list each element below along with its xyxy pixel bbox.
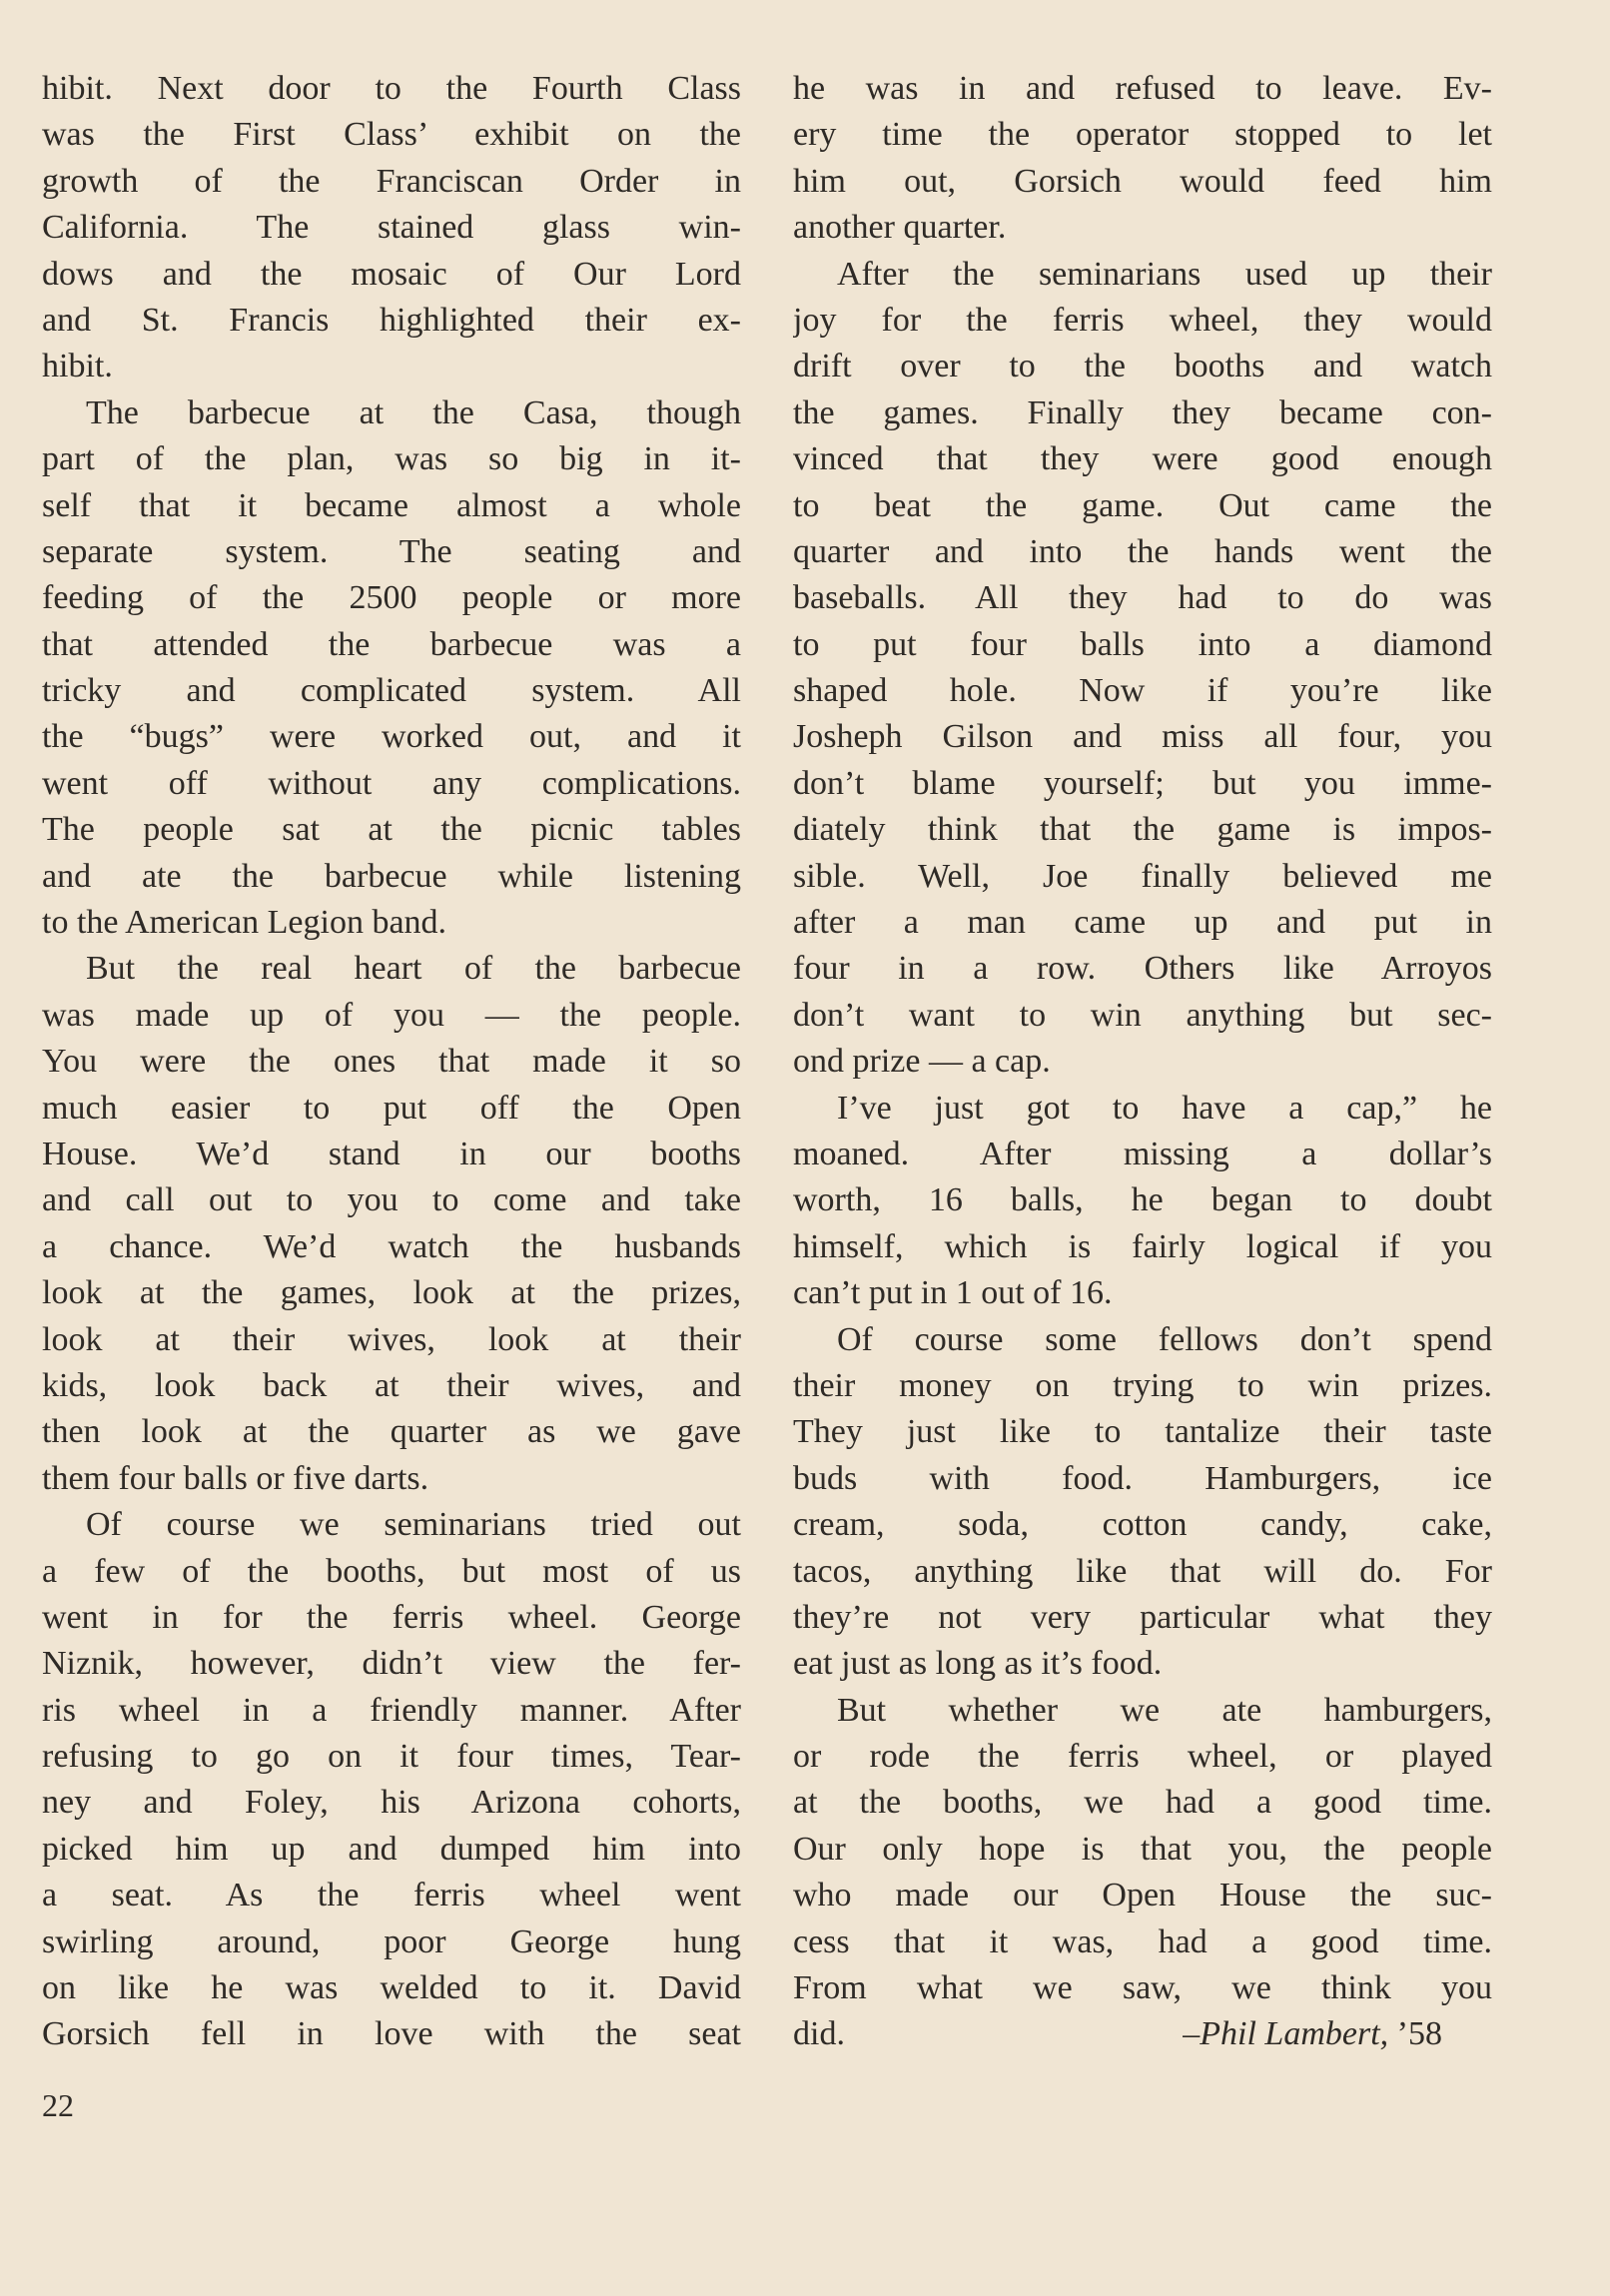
text-line: Our only hope is that you, the people xyxy=(793,1830,1492,1868)
text-line: to put four balls into a diamond xyxy=(793,625,1492,663)
text-line: part of the plan, was so big in it- xyxy=(42,440,741,478)
text-line: drift over to the booths and watch xyxy=(793,348,1492,385)
text-line: California. The stained glass win- xyxy=(42,209,741,247)
text-line: shaped hole. Now if you’re like xyxy=(793,672,1492,710)
text-line: refusing to go on it four times, Tear- xyxy=(42,1738,741,1776)
text-line: tricky and complicated system. All xyxy=(42,672,741,710)
text-line: You were the ones that made it so xyxy=(42,1043,741,1081)
text-line: cream, soda, cotton candy, cake, xyxy=(793,1506,1492,1544)
text-line: on like he was welded to it. David xyxy=(42,1969,741,2007)
text-line: Gorsich fell in love with the seat xyxy=(42,2015,741,2053)
text-line: their money on trying to win prizes. xyxy=(793,1366,1492,1404)
text-line: dows and the mosaic of Our Lord xyxy=(42,255,741,293)
text-line: was the First Class’ exhibit on the xyxy=(42,116,741,154)
text-line: baseballs. All they had to do was xyxy=(793,579,1492,617)
text-line: joy for the ferris wheel, they would xyxy=(793,301,1492,339)
text-line: Of course some fellows don’t spend xyxy=(837,1320,1492,1358)
text-line: vinced that they were good enough xyxy=(793,440,1492,478)
text-line: and ate the barbecue while listening xyxy=(42,857,741,895)
text-line: went off without any complications. xyxy=(42,764,741,802)
text-line: a seat. As the ferris wheel went xyxy=(42,1877,741,1914)
text-line: buds with food. Hamburgers, ice xyxy=(793,1459,1492,1497)
author-name: –Phil Lambert, xyxy=(1183,2015,1389,2053)
text-line: ond prize — a cap. xyxy=(793,1043,1051,1081)
text-line: can’t put in 1 out of 16. xyxy=(793,1274,1113,1312)
text-line: after a man came up and put in xyxy=(793,904,1492,942)
text-line: ris wheel in a friendly manner. After xyxy=(42,1691,741,1729)
text-line: Niznik, however, didn’t view the fer- xyxy=(42,1645,741,1683)
text-line: who made our Open House the suc- xyxy=(793,1877,1492,1914)
text-line: I’ve just got to have a cap,” he xyxy=(837,1089,1492,1127)
text-line: they’re not very particular what they xyxy=(793,1598,1492,1636)
text-line: to the American Legion band. xyxy=(42,904,447,942)
text-line: House. We’d stand in our booths xyxy=(42,1135,741,1172)
text-line: After the seminarians used up their xyxy=(837,255,1492,293)
text-line: himself, which is fairly logical if you xyxy=(793,1227,1492,1265)
text-line: he was in and refused to leave. Ev- xyxy=(793,70,1492,107)
text-line: and St. Francis highlighted their ex- xyxy=(42,301,741,339)
text-line: was made up of you — the people. xyxy=(42,996,741,1034)
text-line: to beat the game. Out came the xyxy=(793,486,1492,524)
text-line: hibit. xyxy=(42,348,113,385)
text-line: From what we saw, we think you xyxy=(793,1969,1492,2007)
text-line: ery time the operator stopped to let xyxy=(793,116,1492,154)
text-line: then look at the quarter as we gave xyxy=(42,1413,741,1451)
text-line: cess that it was, had a good time. xyxy=(793,1922,1492,1960)
text-line: self that it became almost a whole xyxy=(42,486,741,524)
text-line: tacos, anything like that will do. For xyxy=(793,1552,1492,1590)
text-line: moaned. After missing a dollar’s xyxy=(793,1135,1492,1172)
text-line: picked him up and dumped him into xyxy=(42,1830,741,1868)
text-line: the games. Finally they became con- xyxy=(793,393,1492,431)
text-line: don’t want to win anything but sec- xyxy=(793,996,1492,1034)
class-year: ’58 xyxy=(1396,2015,1442,2053)
text-line: went in for the ferris wheel. George xyxy=(42,1598,741,1636)
text-line: or rode the ferris wheel, or played xyxy=(793,1738,1492,1776)
text-line: the “bugs” were worked out, and it xyxy=(42,718,741,756)
text-line: But whether we ate hamburgers, xyxy=(837,1691,1492,1729)
text-line: him out, Gorsich would feed him xyxy=(793,162,1492,200)
text-line: diately think that the game is impos- xyxy=(793,811,1492,849)
author-signature xyxy=(1183,2011,1442,2057)
closing-line xyxy=(793,2011,1492,2057)
text-line: The barbecue at the Casa, though xyxy=(86,393,741,431)
text-line: a chance. We’d watch the husbands xyxy=(42,1227,741,1265)
text-line: four in a row. Others like Arroyos xyxy=(793,950,1492,988)
text-line: that attended the barbecue was a xyxy=(42,625,741,663)
text-line: don’t blame yourself; but you imme- xyxy=(793,764,1492,802)
text-line: worth, 16 balls, he began to doubt xyxy=(793,1181,1492,1219)
text-line: hibit. Next door to the Fourth Class xyxy=(42,70,741,107)
text-line: another quarter. xyxy=(793,209,1007,247)
text-line: at the booths, we had a good time. xyxy=(793,1784,1492,1822)
closing-word: did. xyxy=(793,2015,845,2053)
text-line: eat just as long as it’s food. xyxy=(793,1645,1163,1683)
article-column-left xyxy=(42,66,741,2058)
page-number: 22 xyxy=(42,2087,74,2123)
text-line: much easier to put off the Open xyxy=(42,1089,741,1127)
text-line: feeding of the 2500 people or more xyxy=(42,579,741,617)
text-line: separate system. The seating and xyxy=(42,532,741,570)
text-line: sible. Well, Joe finally believed me xyxy=(793,857,1492,895)
text-line: swirling around, poor George hung xyxy=(42,1922,741,1960)
text-line: They just like to tantalize their taste xyxy=(793,1413,1492,1451)
article-column-right xyxy=(793,66,1492,2058)
text-line: Josheph Gilson and miss all four, you xyxy=(793,718,1492,756)
text-line: look at their wives, look at their xyxy=(42,1320,741,1358)
text-line: growth of the Franciscan Order in xyxy=(42,162,741,200)
text-line: them four balls or five darts. xyxy=(42,1459,429,1497)
text-line: a few of the booths, but most of us xyxy=(42,1552,741,1590)
text-line: ney and Foley, his Arizona cohorts, xyxy=(42,1784,741,1822)
text-line: The people sat at the picnic tables xyxy=(42,811,741,849)
text-line: look at the games, look at the prizes, xyxy=(42,1274,741,1312)
text-line: But the real heart of the barbecue xyxy=(86,950,741,988)
text-line: Of course we seminarians tried out xyxy=(86,1506,741,1544)
right-column-lines xyxy=(793,66,1492,2011)
text-line: quarter and into the hands went the xyxy=(793,532,1492,570)
text-line: and call out to you to come and take xyxy=(42,1181,741,1219)
text-line: kids, look back at their wives, and xyxy=(42,1366,741,1404)
